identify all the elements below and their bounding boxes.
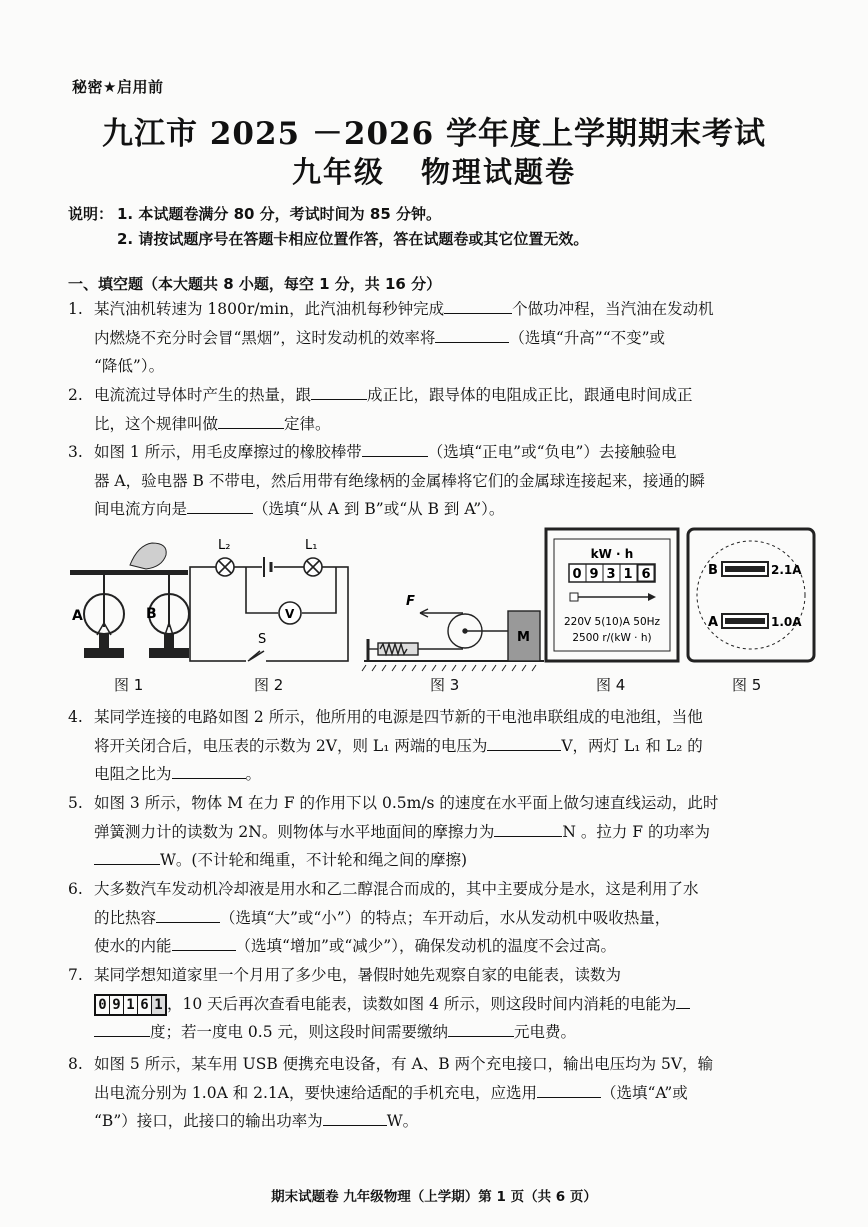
answer-blank[interactable] [94,1020,150,1037]
q3-text: （选填“从 A 到 B”或“从 B 到 A”）。 [253,500,505,518]
answer-blank[interactable] [435,326,509,343]
q8-text: （选填“A”或 [600,1083,688,1102]
answer-blank[interactable] [311,383,367,400]
q1-text: 内燃烧不充分时会冒“黑烟”，这时发动机的效率将 [94,328,436,347]
voltmeter-label: V [285,607,295,621]
question-number: 4. [68,708,83,726]
q5-text: N 。拉力 F 的功率为 [562,822,710,841]
q7-text: 度；若一度电 0.5 元，则这段时间需要缴纳 [150,1023,449,1041]
answer-blank[interactable] [187,497,253,514]
q5-text: 如图 3 所示，物体 M 在力 F 的作用下以 0.5m/s 的速度在水平面上做匀速直线运动，此时 [94,794,719,812]
meter-reading-inline [94,994,167,1016]
port-a-label: A [708,615,719,630]
q5-text: 弹簧测力计的读数为 2N。则物体与水平地面间的摩擦力为 [94,822,495,841]
q3-text: 间电流方向是 [94,500,188,518]
question-2 [68,381,816,438]
lamp-l2-label: L₂ [218,538,231,553]
q8-text: W。 [386,1112,419,1130]
question-1 [68,295,816,381]
answer-blank[interactable] [156,906,220,923]
q2-text: 电流流过导体时产生的热量，跟 [94,386,312,404]
figure-caption: 图 4 [596,676,626,694]
subject-label: 物理试题卷 [421,155,577,189]
question-number: 6. [68,880,83,898]
mass-m-label: M [517,630,530,645]
meter-digit: 0 [96,996,110,1014]
instructions-label: 说明： [68,205,114,223]
answer-blank[interactable] [172,762,246,779]
answer-blank[interactable] [448,1020,514,1037]
port-a-current: 1.0A [771,615,802,629]
q6-text: 的比热容 [94,908,157,927]
instruction-item-2: 2. 请按试题序号在答题卡相应位置作答，答在试题卷或其它位置无效。 [117,230,589,248]
question-number: 3. [68,443,83,461]
meter-spec: 220V 5(10)A 50Hz [563,616,661,628]
port-b-current: 2.1A [771,563,802,577]
q3-text: 如图 1 所示，用毛皮摩擦过的橡胶棒带 [94,443,362,461]
q7-text: 元电费。 [514,1023,577,1041]
q4-text: V，两灯 L₁ 和 L₂ 的 [561,736,703,755]
question-number: 1. [68,300,83,318]
meter-digit: 1 [152,996,165,1014]
answer-blank[interactable] [362,440,428,457]
q1-text: 个做功冲程，当汽油在发动机 [512,300,714,318]
q8-text: “B”）接口，此接口的输出功率为 [94,1112,323,1130]
answer-blank[interactable] [537,1081,601,1098]
question-4 [68,703,816,789]
figure-2-circuit [190,557,348,663]
page-footer: 期末试题卷 九年级物理（上学期）第 1 页（共 6 页） [271,1189,597,1205]
question-number: 5. [68,794,83,812]
q4-text: 。 [245,765,262,783]
meter-digit: 1 [623,567,633,582]
q8-text: 如图 5 所示，某车用 USB 便携充电设备，有 A、B 两个充电接口，输出电压均为 5V，输 [94,1055,714,1073]
figures-row [68,527,820,697]
answer-blank[interactable] [487,734,561,751]
figure-4-energy-meter [546,529,678,661]
question-number: 7. [68,966,83,984]
answer-blank[interactable] [323,1109,387,1126]
meter-digit: 1 [124,996,138,1014]
q2-text: 成正比，跟导体的电阻成正比，跟通电时间成正 [367,386,693,404]
figures-diagram [68,527,820,697]
q6-text: 大多数汽车发动机冷却液是用水和乙二醇混合而成的，其中主要成分是水，这是利用了水 [94,880,699,898]
answer-blank[interactable] [172,934,236,951]
secret-label: 秘密★启用前 [72,78,164,96]
q6-text: （选填“大”或“小”）的特点；车开动后，水从发动机中吸收热量， [220,908,671,927]
figure-caption: 图 3 [430,676,460,694]
meter-digit: 3 [606,567,616,582]
q2-text: 比，这个规律叫做 [94,414,219,433]
q6-text: （选填“增加”或“减少”），确保发动机的温度不会过高。 [235,937,616,955]
question-3 [68,438,816,524]
meter-rate: 2500 r/(kW · h) [572,632,652,644]
switch-label: S [258,632,267,647]
q1-text: （选填“升高”“不变”或 [509,328,666,347]
q4-text: 将开关闭合后，电压表的示数为 2V，则 L₁ 两端的电压为 [94,736,488,755]
q7-text: ，10 天后再次查看电能表，读数如图 4 所示，则这段时间内消耗的电能为 [167,994,677,1013]
instruction-item-1: 1. 本试题卷满分 80 分，考试时间为 85 分钟。 [117,205,441,223]
answer-blank[interactable] [444,297,512,314]
grade-label: 九年级 [291,155,385,189]
answer-blank[interactable] [218,412,284,429]
electroscope-a-label: A [72,608,83,624]
meter-digit: 6 [641,567,651,582]
q3-text: 器 A，验电器 B 不带电，然后用带有绝缘柄的金属棒将它们的金属球连接起来，接通的瞬 [94,471,705,490]
question-7 [68,961,816,1047]
meter-unit: kW · h [590,547,634,561]
section-heading: 一、填空题（本大题共 8 小题，每空 1 分，共 16 分） [68,275,442,293]
meter-digit: 6 [138,996,152,1014]
lamp-l1-label: L₁ [305,538,318,553]
q4-text: 电阻之比为 [94,765,172,783]
figure-5-usb-charger [688,529,814,661]
q8-text: 出电流分别为 1.0A 和 2.1A，要快速给适配的手机充电，应选用 [94,1083,537,1102]
exam-title: 九江市 2025 －2026 学年度上学期期末考试 [102,116,766,152]
q4-text: 某同学连接的电路如图 2 所示，他所用的电源是四节新的干电池串联组成的电池组，当他 [94,708,703,726]
figure-caption: 图 2 [254,676,284,694]
q2-text: 定律。 [284,414,331,433]
q1-text: 某汽油机转速为 1800r/min，此汽油机每秒钟完成 [94,300,445,318]
q3-text: （选填“正电”或“负电”）去接触验电 [427,443,677,461]
q7-text: 某同学想知道家里一个月用了多少电，暑假时她先观察自家的电能表，读数为 [94,966,622,984]
q6-text: 使水的内能 [94,937,172,955]
figure-caption: 图 5 [732,676,762,694]
meter-digit: 9 [110,996,124,1014]
port-b-label: B [708,563,718,578]
question-5 [68,789,816,875]
answer-blank[interactable] [94,848,160,865]
question-6 [68,875,816,961]
question-number: 8. [68,1055,83,1073]
q5-text: W。(不计轮和绳重，不计轮和绳之间的摩擦) [160,851,468,869]
answer-blank[interactable] [494,820,562,837]
q1-text: “降低”）。 [94,357,165,375]
electroscope-b-label: B [146,606,157,622]
answer-blank[interactable] [676,992,690,1009]
force-f-label: F [406,594,415,609]
meter-digit: 0 [572,567,582,582]
exam-subtitle [0,150,868,191]
figure-1-electroscopes [70,543,189,658]
question-8 [68,1050,816,1136]
figure-caption: 图 1 [114,676,144,694]
meter-digit: 9 [589,567,599,582]
question-number: 2. [68,386,83,404]
